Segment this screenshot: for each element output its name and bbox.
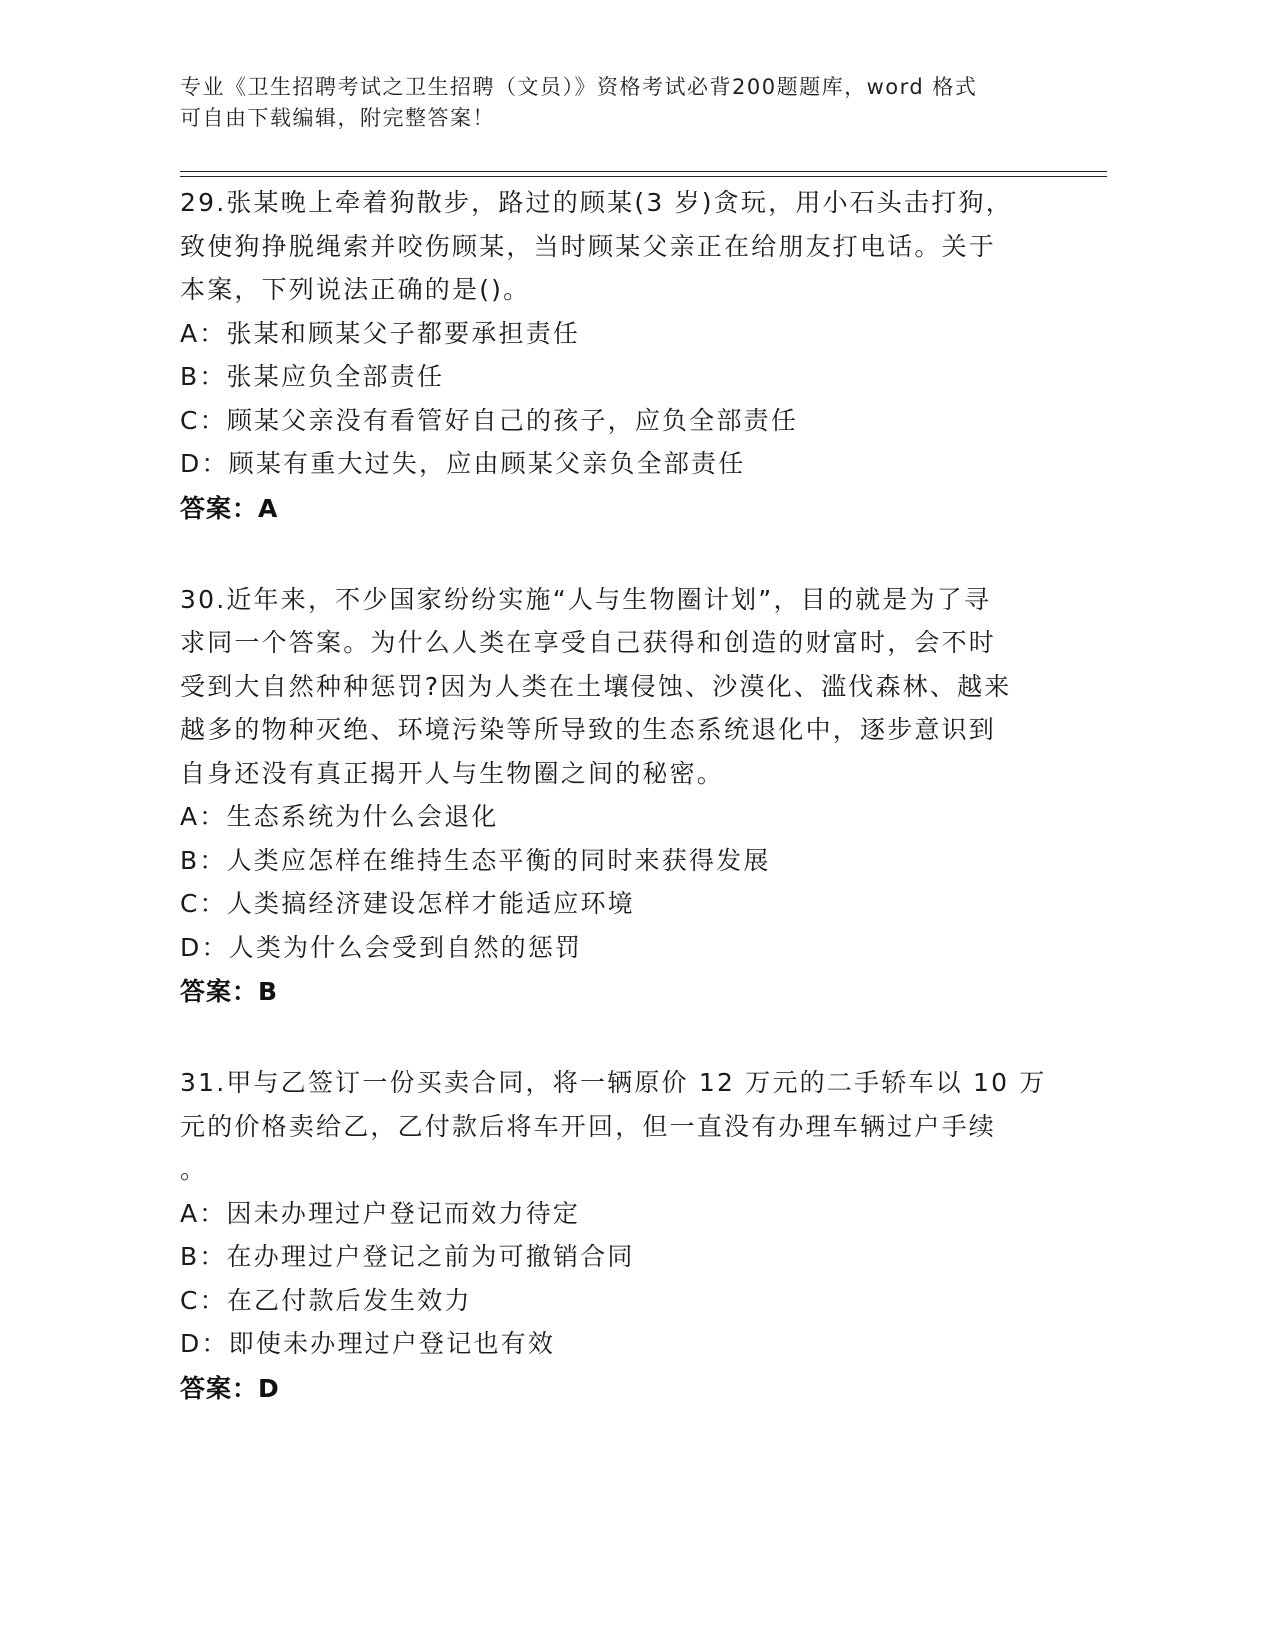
question-29	[180, 181, 1080, 532]
answer: 答案：A	[180, 493, 279, 523]
option-b: B：张某应负全部责任	[180, 362, 445, 391]
option-c: C：顾某父亲没有看管好自己的孩子，应负全部责任	[180, 405, 799, 435]
option-a: A：因未办理过户登记而效力待定	[180, 1198, 581, 1228]
stem-line: 30.近年来，不少国家纷纷实施“人与生物圈计划”，目的就是为了寻	[180, 584, 992, 614]
header-divider-top	[180, 171, 1107, 172]
stem-line: 。	[180, 1155, 208, 1184]
header-line-1: 专业《卫生招聘考试之卫生招聘（文员）》资格考试必背200题题库，word 格式	[180, 75, 978, 99]
question-stem	[180, 578, 1080, 796]
header-divider-bottom	[180, 176, 1107, 177]
answer: 答案：D	[180, 1373, 280, 1403]
question-list	[180, 181, 1080, 1458]
question-31	[180, 1061, 1080, 1412]
stem-line: 31.甲与乙签订一份买卖合同，将一辆原价 12 万元的二手轿车以 10 万	[180, 1068, 1047, 1097]
stem-line: 致使狗挣脱绳索并咬伤顾某，当时顾某父亲正在给朋友打电话。关于	[180, 231, 997, 261]
option-a: A：张某和顾某父子都要承担责任	[180, 318, 581, 348]
option-d: D：顾某有重大过失，应由顾某父亲负全部责任	[180, 449, 746, 478]
stem-line: 本案，下列说法正确的是()。	[180, 275, 531, 304]
stem-line: 求同一个答案。为什么人类在享受自己获得和创造的财富时，会不时	[180, 628, 997, 657]
question-stem	[180, 1061, 1080, 1192]
option-c: C：人类搞经济建设怎样才能适应环境	[180, 889, 635, 918]
option-b: B：人类应怎样在维持生态平衡的同时来获得发展	[180, 845, 771, 875]
stem-line: 越多的物种灭绝、环境污染等所导致的生态系统退化中，逐步意识到	[180, 715, 997, 744]
option-a: A：生态系统为什么会退化	[180, 802, 499, 831]
answer: 答案：B	[180, 977, 279, 1006]
header-line-2: 可自由下载编辑，附完整答案！	[180, 106, 495, 130]
stem-line: 受到大自然种种惩罚?因为人类在土壤侵蚀、沙漠化、滥伐森林、越来	[180, 671, 1012, 701]
option-b: B：在办理过户登记之前为可撤销合同	[180, 1242, 635, 1271]
option-d: D：即使未办理过户登记也有效	[180, 1329, 556, 1358]
stem-line: 元的价格卖给乙，乙付款后将车开回，但一直没有办理车辆过户手续	[180, 1111, 997, 1141]
stem-line: 29.张某晚上牵着狗散步，路过的顾某(3 岁)贪玩，用小石头击打狗，	[180, 188, 1013, 217]
document-header	[180, 72, 1100, 134]
option-d: D：人类为什么会受到自然的惩罚	[180, 932, 583, 962]
question-stem	[180, 181, 1080, 312]
stem-line: 自身还没有真正揭开人与生物圈之间的秘密。	[180, 758, 725, 788]
option-c: C：在乙付款后发生效力	[180, 1285, 472, 1315]
question-30	[180, 578, 1080, 1016]
